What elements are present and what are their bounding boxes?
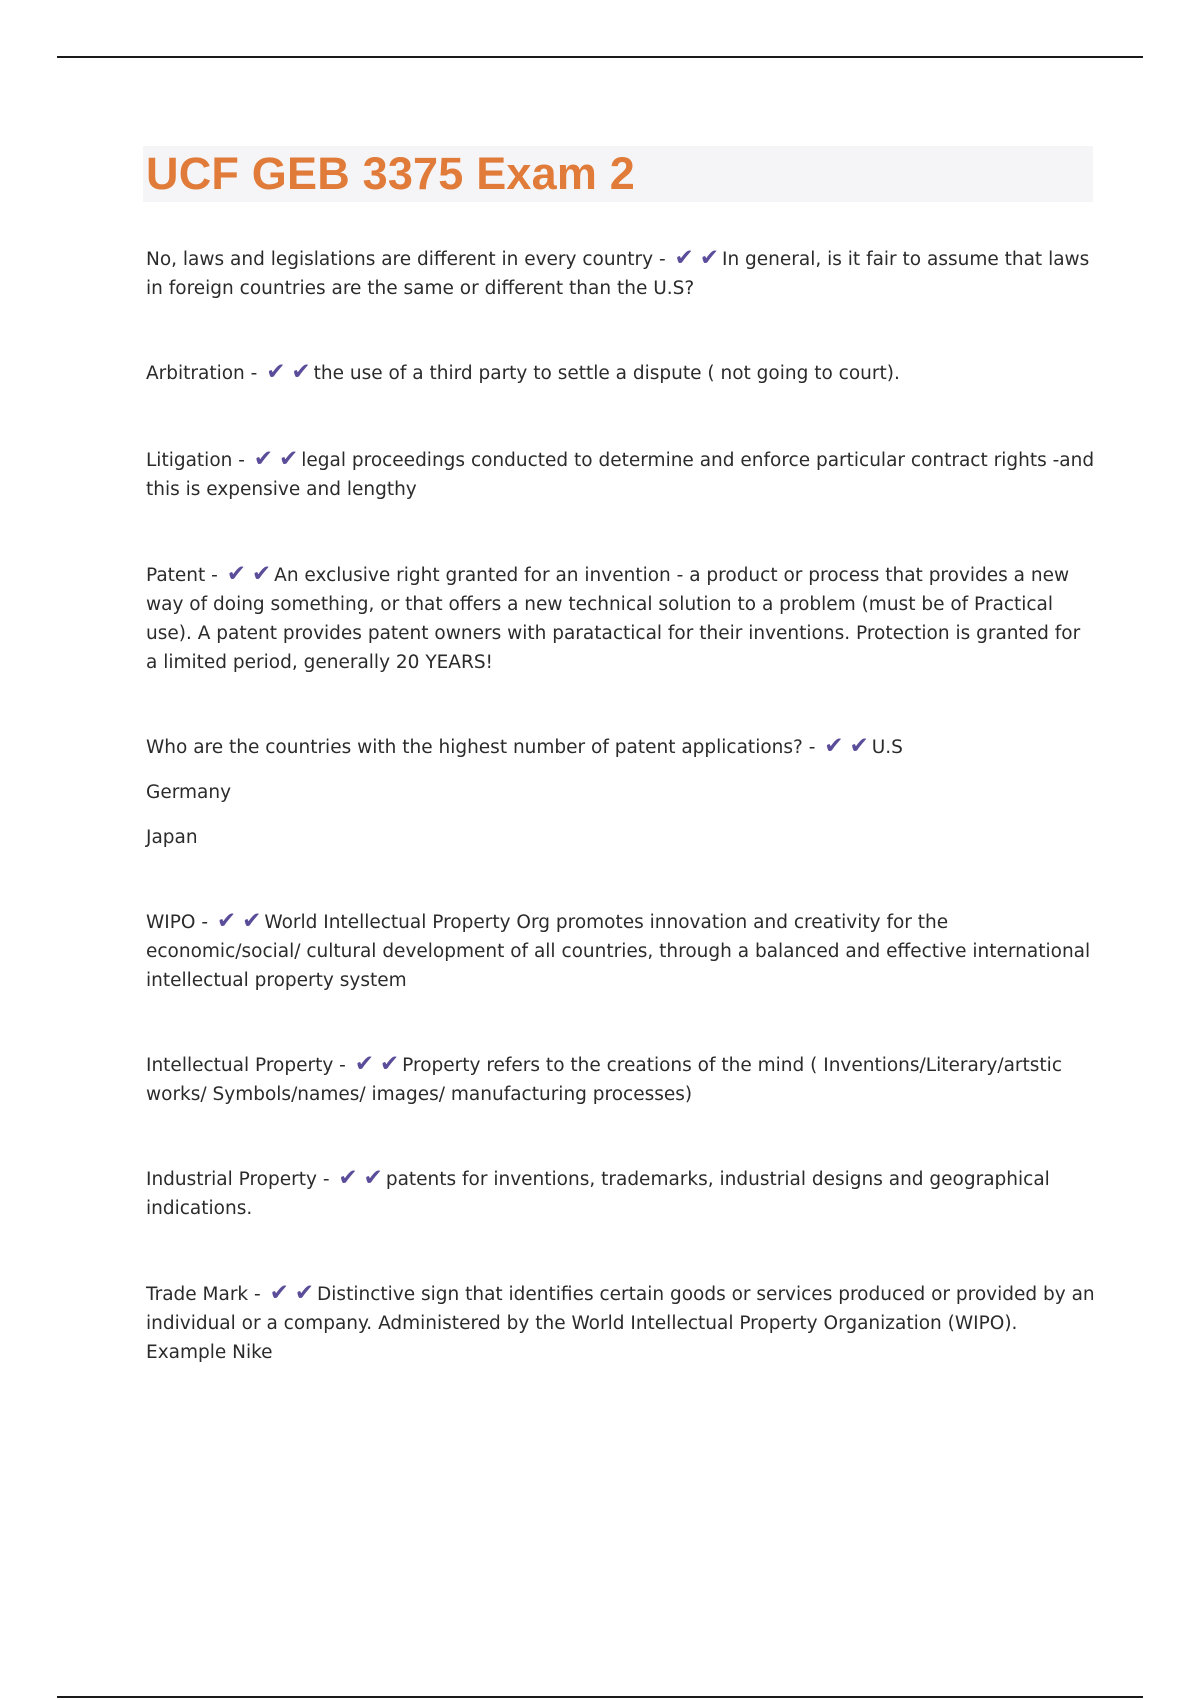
entry-extra-line: Germany — [146, 782, 232, 803]
entry-separator: - — [316, 1169, 336, 1190]
checkmark-icon: ✔ — [354, 1051, 374, 1077]
entry-definition: patents for inventions, trademarks, industrial designs and geographical indications. — [146, 1169, 1050, 1219]
checkmark-icon: ✔ — [278, 446, 299, 472]
entry-term: Litigation — [146, 450, 233, 471]
top-rule — [57, 56, 1143, 58]
entry-term: Trade Mark — [146, 1284, 249, 1305]
entry-definition: Property refers to the creations of the mind ( Inventions/Literary/artstic works/ Symbols/names/ images/ manufacturing processes) — [146, 1055, 1062, 1105]
flashcard-entry — [146, 245, 1096, 303]
checkmark-icon: ✔ — [269, 1280, 289, 1306]
checkmark-icon: ✔ — [251, 561, 272, 587]
page-title: UCF GEB 3375 Exam 2 — [146, 148, 636, 199]
bottom-rule — [57, 1696, 1143, 1698]
entry-definition: World Intellectual Property Org promotes innovation and creativity for the economic/social/ cultural development of all countries, through a balanced and effective international intellectual property system — [146, 912, 1091, 991]
entry-separator: - — [244, 363, 264, 384]
entry-definition: U.S — [871, 737, 903, 758]
flashcard-entry — [146, 446, 1096, 504]
entry-separator: - — [248, 1284, 267, 1305]
checkmark-icon: ✔ — [291, 359, 311, 385]
checkmark-icon: ✔ — [849, 733, 869, 759]
checkmark-icon: ✔ — [363, 1165, 383, 1191]
flashcard-entry — [146, 733, 1096, 762]
entry-term: Industrial Property — [146, 1169, 317, 1190]
entry-separator: - — [232, 450, 251, 471]
flashcard-entry — [146, 1165, 1096, 1223]
checkmark-icon: ✔ — [226, 561, 246, 587]
checkmark-icon: ✔ — [242, 908, 262, 934]
checkmark-icon: ✔ — [379, 1051, 400, 1077]
checkmark-icon: ✔ — [338, 1165, 358, 1191]
entry-separator: - — [205, 565, 224, 586]
flashcard-entry — [146, 359, 1096, 388]
entry-separator: - — [333, 1055, 352, 1076]
entry-definition: the use of a third party to settle a dispute ( not going to court). — [313, 363, 900, 384]
entry-extra-line: Japan — [146, 827, 198, 848]
checkmark-icon: ✔ — [294, 1280, 315, 1306]
checkmark-icon: ✔ — [674, 245, 694, 271]
entry-definition: An exclusive right granted for an invention - a product or process that provides a new way of doing something, or that offers a new technical solution to a problem (must be of Practical use). A patent provides patent owners with paratactical for their inventions. Protection is granted for a limited period, generally 20 YEARS! — [146, 565, 1081, 673]
entry-term: Arbitration — [146, 363, 245, 384]
checkmark-icon: ✔ — [266, 359, 286, 385]
entry-term: No, laws and legislations are different in every country — [146, 249, 654, 270]
flashcard-list — [146, 245, 1096, 1367]
entry-separator: - — [802, 737, 822, 758]
entry-term: Intellectual Property — [146, 1055, 334, 1076]
checkmark-icon: ✔ — [824, 733, 844, 759]
entry-term: Patent — [146, 565, 206, 586]
entry-term: WIPO — [146, 912, 196, 933]
entry-term: Who are the countries with the highest number of patent applications? — [146, 737, 803, 758]
checkmark-icon: ✔ — [253, 446, 274, 472]
flashcard-entry — [146, 908, 1096, 995]
entry-separator: - — [653, 249, 672, 270]
checkmark-icon: ✔ — [699, 245, 719, 271]
entry-definition: legal proceedings conducted to determine and enforce particular contract rights -and this is expensive and lengthy — [146, 450, 1095, 500]
flashcard-entry — [146, 561, 1096, 677]
entry-separator: - — [195, 912, 214, 933]
flashcard-entry — [146, 1280, 1096, 1367]
entry-definition: In general, is it fair to assume that laws in foreign countries are the same or different than the U.S? — [146, 249, 1090, 299]
flashcard-entry — [146, 1051, 1096, 1109]
checkmark-icon: ✔ — [216, 908, 237, 934]
entry-definition: Distinctive sign that identifies certain goods or services produced or provided by an individual or a company. Administered by the World Intellectual Property Organization (WIPO). Example Nike — [146, 1284, 1095, 1363]
